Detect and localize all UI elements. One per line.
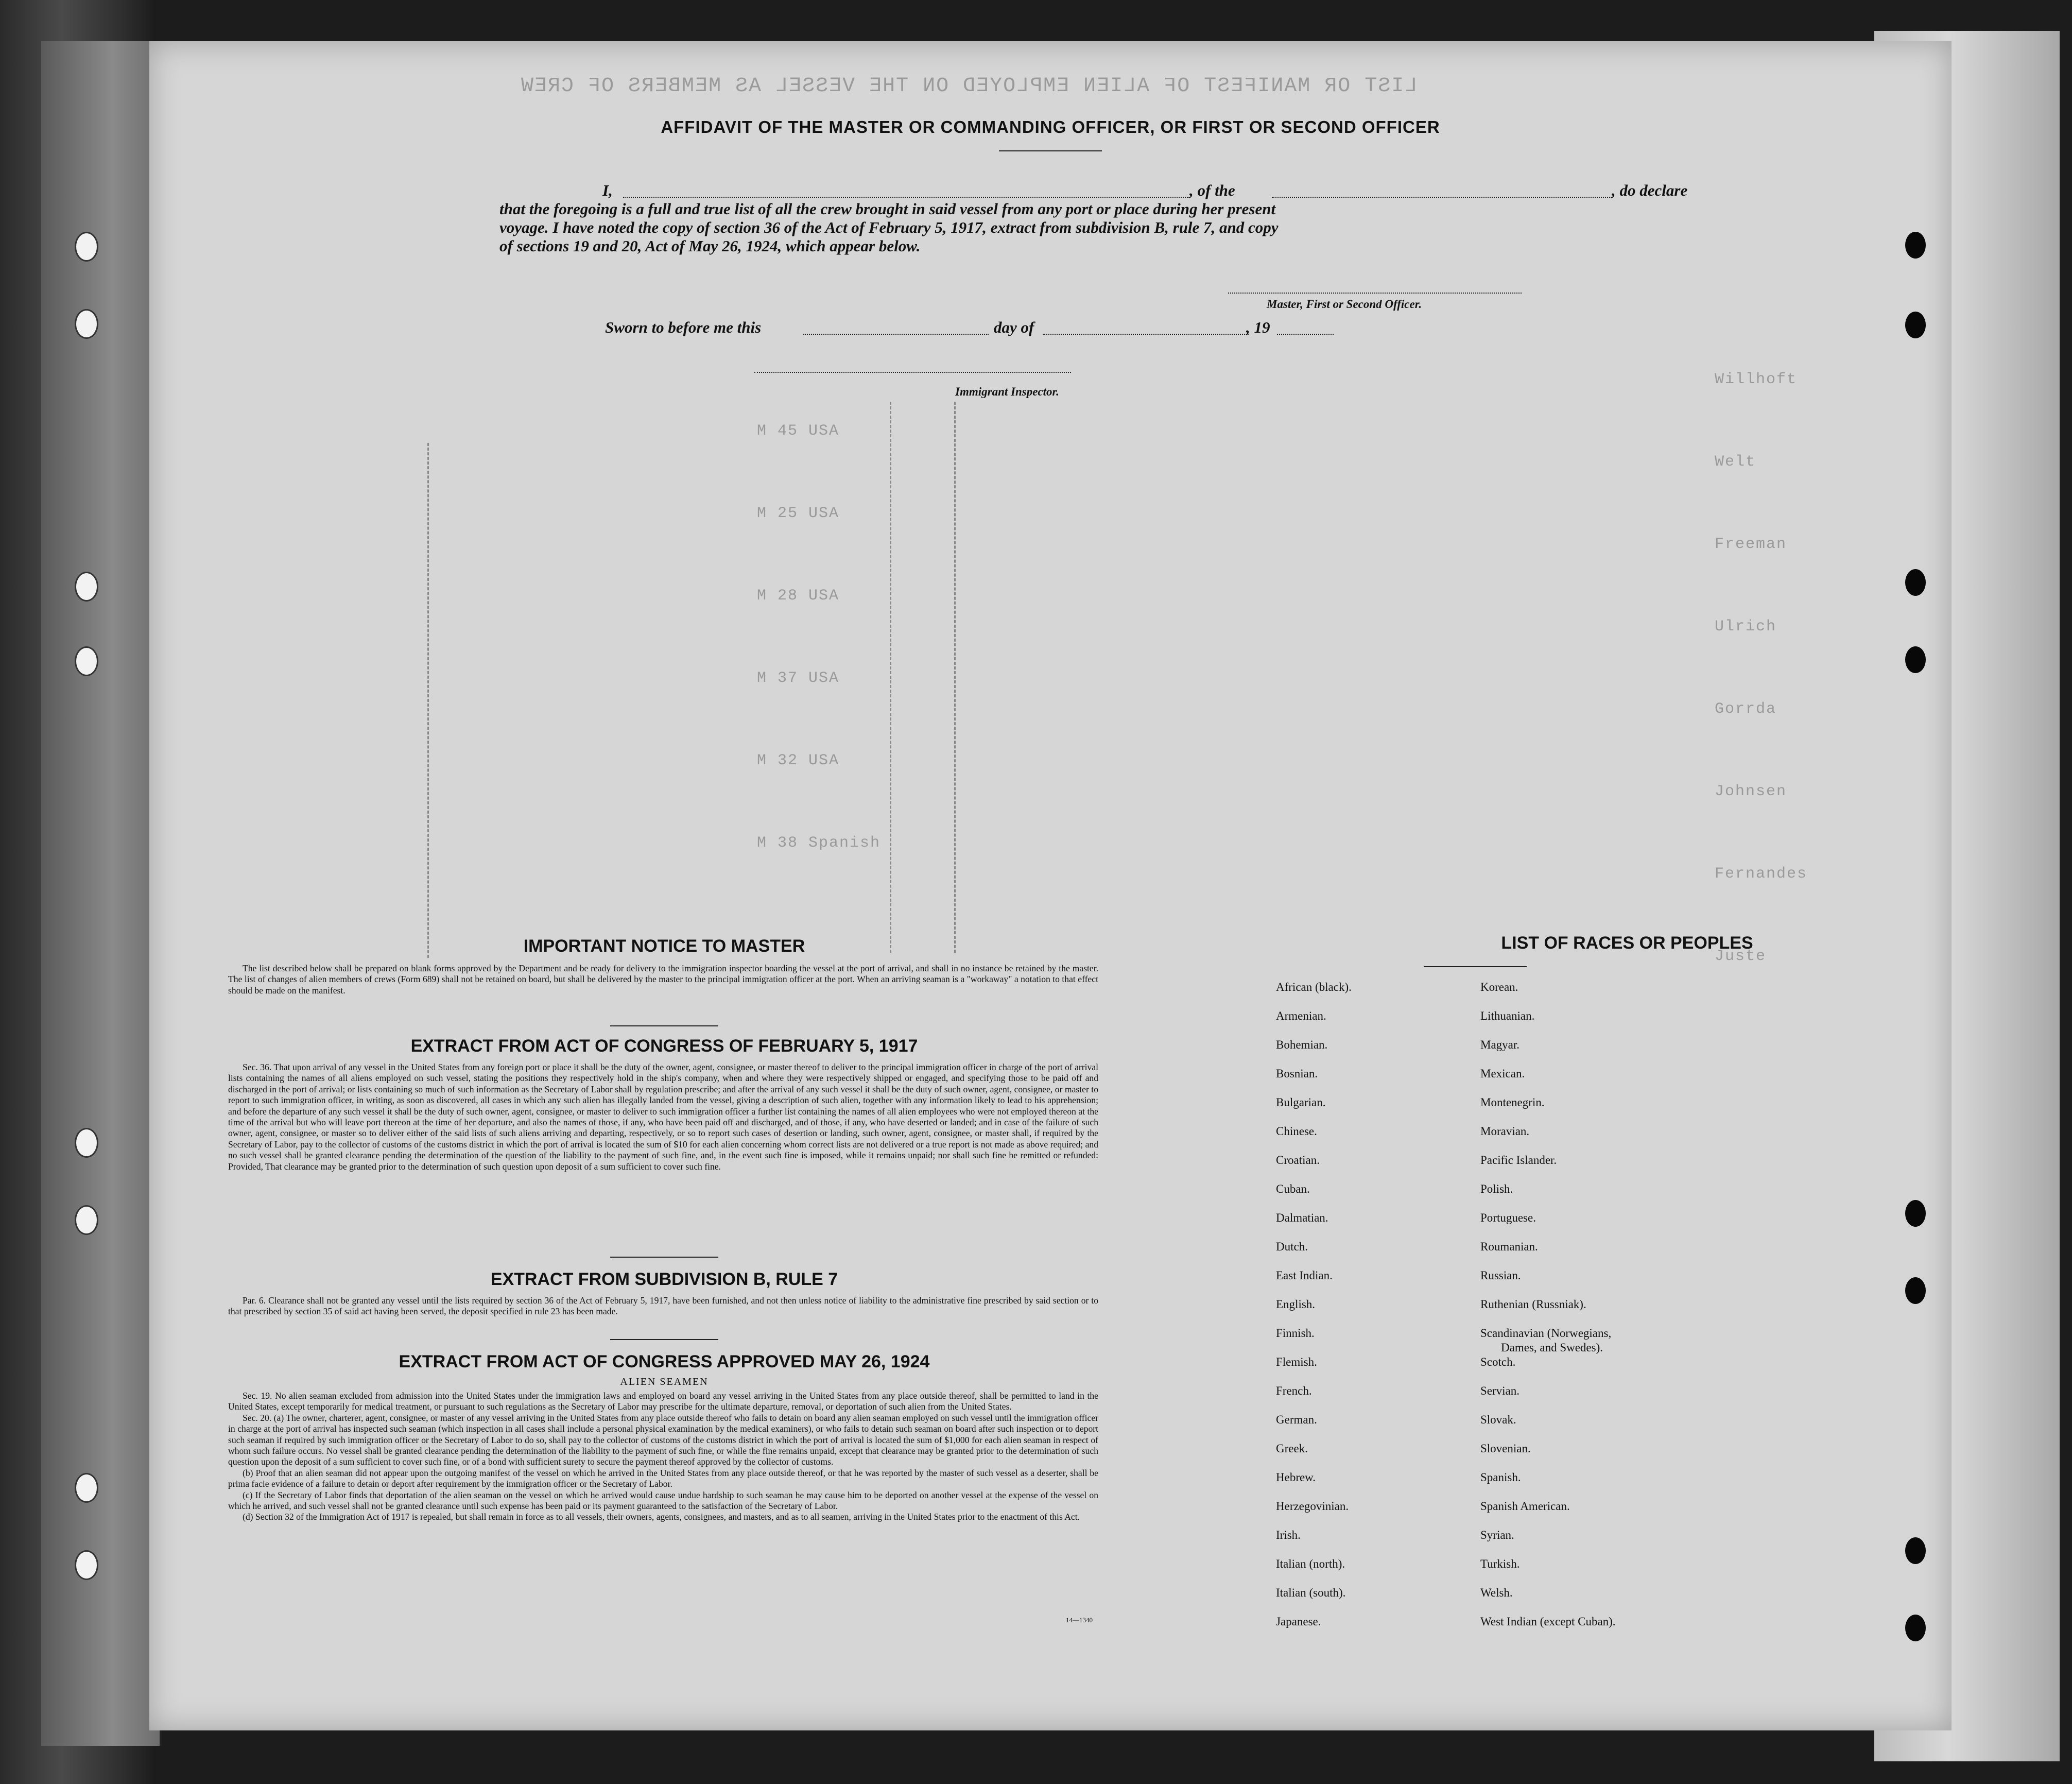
- bleed-through-text: Freeman: [1715, 536, 1787, 553]
- races-title-underline: [1424, 966, 1527, 967]
- race-item: Syrian.: [1480, 1529, 1514, 1541]
- race-item: Japanese.: [1276, 1615, 1321, 1628]
- bleed-through-text: Fernandes: [1715, 865, 1808, 883]
- name-blank: [623, 197, 1189, 198]
- bleed-through-text: M 45 USA: [757, 422, 840, 440]
- race-item: Dames, and Swedes).: [1501, 1341, 1603, 1354]
- bleed-through-text: Gorrda: [1715, 700, 1777, 718]
- race-item: African (black).: [1276, 981, 1352, 993]
- race-item: Magyar.: [1480, 1038, 1520, 1051]
- race-item: Cuban.: [1276, 1182, 1310, 1195]
- act-1917-title: EXTRACT FROM ACT OF CONGRESS OF FEBRUARY 5, 1917: [410, 1036, 918, 1056]
- punch-hole: [1905, 569, 1926, 596]
- race-item: Chinese.: [1276, 1125, 1317, 1138]
- master-signature-caption: Master, First or Second Officer.: [1267, 298, 1422, 311]
- race-item: Scandinavian (Norwegians,: [1480, 1327, 1612, 1340]
- binder-hole: [75, 572, 98, 602]
- race-item: Welsh.: [1480, 1586, 1513, 1599]
- bleed-through-text: Willhoft: [1715, 371, 1798, 388]
- sworn-text: Sworn to before me this: [605, 318, 762, 336]
- race-item: Turkish.: [1480, 1557, 1520, 1570]
- race-item: Croatian.: [1276, 1154, 1320, 1167]
- sworn-day-blank: [803, 334, 989, 335]
- race-item: Irish.: [1276, 1529, 1301, 1541]
- notice-text: [228, 963, 1098, 996]
- rule-7-text: [228, 1295, 1098, 1317]
- race-item: Spanish.: [1480, 1471, 1521, 1484]
- race-item: West Indian (except Cuban).: [1480, 1615, 1616, 1628]
- race-item: Korean.: [1480, 981, 1518, 993]
- race-item: Bohemian.: [1276, 1038, 1328, 1051]
- bleed-through-rule: [954, 402, 956, 953]
- race-item: Lithuanian.: [1480, 1009, 1535, 1022]
- binder-hole: [75, 232, 98, 262]
- punch-hole: [1905, 232, 1926, 259]
- alien-seamen-subtitle: ALIEN SEAMEN: [620, 1376, 709, 1387]
- bleed-through-text: M 38 Spanish: [757, 834, 881, 852]
- race-item: German.: [1276, 1413, 1317, 1426]
- binder-hole: [75, 1205, 98, 1235]
- race-item: Hebrew.: [1276, 1471, 1316, 1484]
- race-item: Herzegovinian.: [1276, 1500, 1349, 1513]
- race-item: Finnish.: [1276, 1327, 1315, 1340]
- bleed-through-rule: [427, 443, 429, 958]
- vessel-blank: [1272, 197, 1612, 198]
- race-item: Greek.: [1276, 1442, 1308, 1455]
- race-item: Russian.: [1480, 1269, 1521, 1282]
- bleed-through-text: M 28 USA: [757, 587, 840, 605]
- race-item: Moravian.: [1480, 1125, 1530, 1138]
- race-item: Armenian.: [1276, 1009, 1326, 1022]
- bleed-through-text: Juste: [1715, 948, 1767, 965]
- race-item: French.: [1276, 1384, 1312, 1397]
- race-item: Slovenian.: [1480, 1442, 1531, 1455]
- binder-hole: [75, 1550, 98, 1580]
- affidavit-i: I,: [602, 181, 613, 199]
- underlying-page-edge: [41, 41, 162, 1746]
- bleed-through-rule: [890, 402, 891, 953]
- manifest-page: [149, 41, 1952, 1730]
- affidavit-body-line: that the foregoing is a full and true list of all the crew brought in said vessel from any port or place during her present: [499, 200, 1276, 218]
- bleed-through-text: M 25 USA: [757, 505, 840, 522]
- race-item: Montenegrin.: [1480, 1096, 1545, 1109]
- section-divider: [610, 1339, 718, 1340]
- section-divider: [610, 1025, 718, 1026]
- act-1924-text: [228, 1391, 1098, 1523]
- rule-7-title: EXTRACT FROM SUBDIVISION B, RULE 7: [490, 1270, 838, 1289]
- sec20b-paragraph: (b) Proof that an alien seaman did not appear upon the outgoing manifest of the vessel on which he arrived in the United States from any place outside thereof, or that he was reported by the master of such vessel as a deserter, shall be prima facie evidence of a failure to detain or deport after requirement by the immigration officer or the Secretary of Labor.: [228, 1467, 1098, 1489]
- binder-hole: [75, 309, 98, 339]
- race-item: Roumanian.: [1480, 1240, 1538, 1253]
- bleed-through-text: Ulrich: [1715, 618, 1777, 636]
- race-item: Bosnian.: [1276, 1067, 1318, 1080]
- binder-hole: [75, 1128, 98, 1158]
- race-item: Bulgarian.: [1276, 1096, 1326, 1109]
- par6-paragraph: Par. 6. Clearance shall not be granted any vessel until the lists required by section 36 of the Act of February 5, 1917, have been furnished, and not then unless notice of liability to the administrative fine prescribed by said section or to that prescribed by section 35 of said act having been served, the deposit specified in rule 23 has been made.: [228, 1295, 1098, 1317]
- bleed-through-text: M 32 USA: [757, 752, 840, 769]
- race-item: Servian.: [1480, 1384, 1520, 1397]
- race-item: Dutch.: [1276, 1240, 1308, 1253]
- race-item: Spanish American.: [1480, 1500, 1570, 1513]
- affidavit-title: AFFIDAVIT OF THE MASTER OR COMMANDING OFFICER, OR FIRST OR SECOND OFFICER: [661, 117, 1440, 136]
- sec20d-paragraph: (d) Section 32 of the Immigration Act of 1917 is repealed, but shall remain in force as to all vessels, their owners, agents, consignees, and masters, and as to all seamen, arriving in the United States prior to the enactment of this Act.: [243, 1512, 1080, 1522]
- notice-title: IMPORTANT NOTICE TO MASTER: [523, 936, 805, 956]
- races-title: LIST OF RACES OR PEOPLES: [1501, 933, 1753, 953]
- sworn-month-blank: [1043, 334, 1249, 335]
- bleed-through-text: Johnsen: [1715, 783, 1787, 800]
- title-underline: [999, 150, 1102, 151]
- punch-hole: [1905, 646, 1926, 673]
- affidavit-body-line: voyage. I have noted the copy of section 36 of the Act of February 5, 1917, extract from subdivision B, rule 7, and copy: [499, 218, 1279, 236]
- race-item: Polish.: [1480, 1182, 1513, 1195]
- affidavit-body-line: of sections 19 and 20, Act of May 26, 1924, which appear below.: [499, 237, 921, 255]
- race-item: Italian (south).: [1276, 1586, 1346, 1599]
- bleed-through-text: M 37 USA: [757, 670, 840, 687]
- bleed-through-text: Welt: [1715, 453, 1756, 471]
- bleed-through-text: LIST OR MANIFEST OF ALIEN EMPLOYED ON THE VESSEL AS MEMBERS OF CREW: [520, 75, 1418, 98]
- race-item: Scotch.: [1480, 1356, 1516, 1368]
- form-number: 14—1340: [1066, 1616, 1093, 1624]
- punch-hole: [1905, 1537, 1926, 1564]
- binder-hole: [75, 1473, 98, 1503]
- notice-paragraph: The list described below shall be prepared on blank forms approved by the Department and be ready for delivery to the immigration inspector boarding the vessel at the port of arrival, and shall in no instance be retained by the master. The list of changes of alien members of crews (Form 689) shall not be retained on board, but shall be delivered by the master to the principal immigration officer at the port. When an arriving seaman is a "workaway" a notation to that effect should be made on the manifest.: [228, 963, 1098, 996]
- race-item: English.: [1276, 1298, 1316, 1311]
- race-item: Mexican.: [1480, 1067, 1525, 1080]
- inspector-caption: Immigrant Inspector.: [955, 385, 1059, 398]
- race-item: Italian (north).: [1276, 1557, 1345, 1570]
- sec19-paragraph: Sec. 19. No alien seaman excluded from admission into the United States under the immigration laws and employed on board any vessel arriving in the United States from any place outside thereof, shall be permitted to land in the United States, except temporarily for medical treatment, or pursuant to such regulations as the Secretary of Labor may prescribe for the ultimate departure, removal, or deportation of such alien from the United States.: [228, 1391, 1098, 1412]
- punch-hole: [1905, 1200, 1926, 1227]
- punch-hole: [1905, 312, 1926, 338]
- sworn-day-of: day of: [994, 318, 1034, 336]
- race-item: Ruthenian (Russniak).: [1480, 1298, 1586, 1311]
- act-1917-text: [228, 1062, 1098, 1172]
- race-item: Flemish.: [1276, 1356, 1317, 1368]
- race-item: Dalmatian.: [1276, 1211, 1328, 1224]
- sec20a-paragraph: Sec. 20. (a) The owner, charterer, agent, consignee, or master of any vessel arriving in the United States from any place outside thereof who fails to detain on board any alien seaman employed on such vessel until the immigration officer in charge at the port of arrival has inspected such seaman (which inspection in all cases shall include a personal physical examination by the medical examiners), or who fails to detain such seaman on board after such inspection or to deport such seaman if required by such immigration officer or the Secretary of Labor to do so, shall pay to the collector of customs of the customs district in which the port of arrival is located the sum of $1,000 for each alien seaman in respect of whom such failure occurs. No vessel shall be granted clearance pending the determination of the liability to the payment of such fine, or while the fine remains unpaid, except that clearance may be granted prior to the determination of such question upon the deposit of a sum sufficient to cover such fine, or of a bond with sufficient surety to secure the payment thereof approved by the collector of customs.: [228, 1412, 1098, 1467]
- race-item: Pacific Islander.: [1480, 1154, 1557, 1167]
- sec36-paragraph: Sec. 36. That upon arrival of any vessel in the United States from any foreign port or place it shall be the duty of the owner, agent, consignee, or master thereof to deliver to the principal immigration officer in charge of the port of arrival lists containing the names of all aliens employed on such vessel, stating the positions they respectively hold in the ship's company, when and where they were respectively shipped or engaged, and specifying those to be paid off and discharged in the port of arrival; or lists containing so much of such information as the Secretary of Labor shall by regulation prescribe; and after the arrival of any such vessel it shall be the duty of such owner, agent, consignee, or master to report to such immigration officer, in writing, as soon as discovered, all cases in which any such alien has illegally landed from the vessel, giving a description of such alien, together with any information likely to lead to his apprehension; and before the departure of any such vessel it shall be the duty of such owner, agent, consignee, or master to deliver to such immigration officer a further list containing the names of all alien employees who were not employed thereon at the time of the arrival but who will leave port thereon at the time of her departure, and also the names of those, if any, who have been paid off and discharged, and of those, if any, who have deserted or landed; and in case of the failure of such owner, agent, consignee, or master so to deliver either of the said lists of such aliens arriving and departing, respectively, or so to report such cases of desertion or landing, such owner, agent, consignee, or master shall, if required by the Secretary of Labor, pay to the collector of customs of the customs district in which the port of arrival is located the sum of $10 for each alien concerning whom correct lists are not delivered or a true report is not made as above required; and no such vessel shall be granted clearance pending the determination of the question of the liability to the payment of such fine, and, in the event such fine is imposed, while it remains unpaid; nor shall such fine be remitted or refunded: Provided, That clearance may be granted prior to the determination of such question upon deposit of a sum sufficient to cover such fine.: [228, 1062, 1098, 1172]
- act-1924-title: EXTRACT FROM ACT OF CONGRESS APPROVED MAY 26, 1924: [399, 1352, 930, 1371]
- affidavit-declare: , do declare: [1612, 181, 1688, 199]
- race-item: Portuguese.: [1480, 1211, 1536, 1224]
- punch-hole: [1905, 1615, 1926, 1641]
- section-divider: [610, 1257, 718, 1258]
- binder-hole: [75, 646, 98, 676]
- race-item: Slovak.: [1480, 1413, 1516, 1426]
- signature-blank: [1228, 293, 1522, 294]
- sworn-year: , 19: [1246, 318, 1270, 336]
- sec20c-paragraph: (c) If the Secretary of Labor finds that deportation of the alien seaman on the vessel on which he arrived would cause undue hardship to such seaman he may cause him to be deported on another vessel at the expense of the vessel on which he arrived, and such vessel shall not be granted clearance until such expense has been paid or its payment guaranteed to the satisfaction of the Secretary of Labor.: [228, 1489, 1098, 1512]
- race-item: East Indian.: [1276, 1269, 1333, 1282]
- sworn-year-blank: [1277, 334, 1334, 335]
- affidavit-of-the: , of the: [1189, 181, 1235, 199]
- punch-hole: [1905, 1277, 1926, 1304]
- inspector-signature-blank: [754, 372, 1071, 373]
